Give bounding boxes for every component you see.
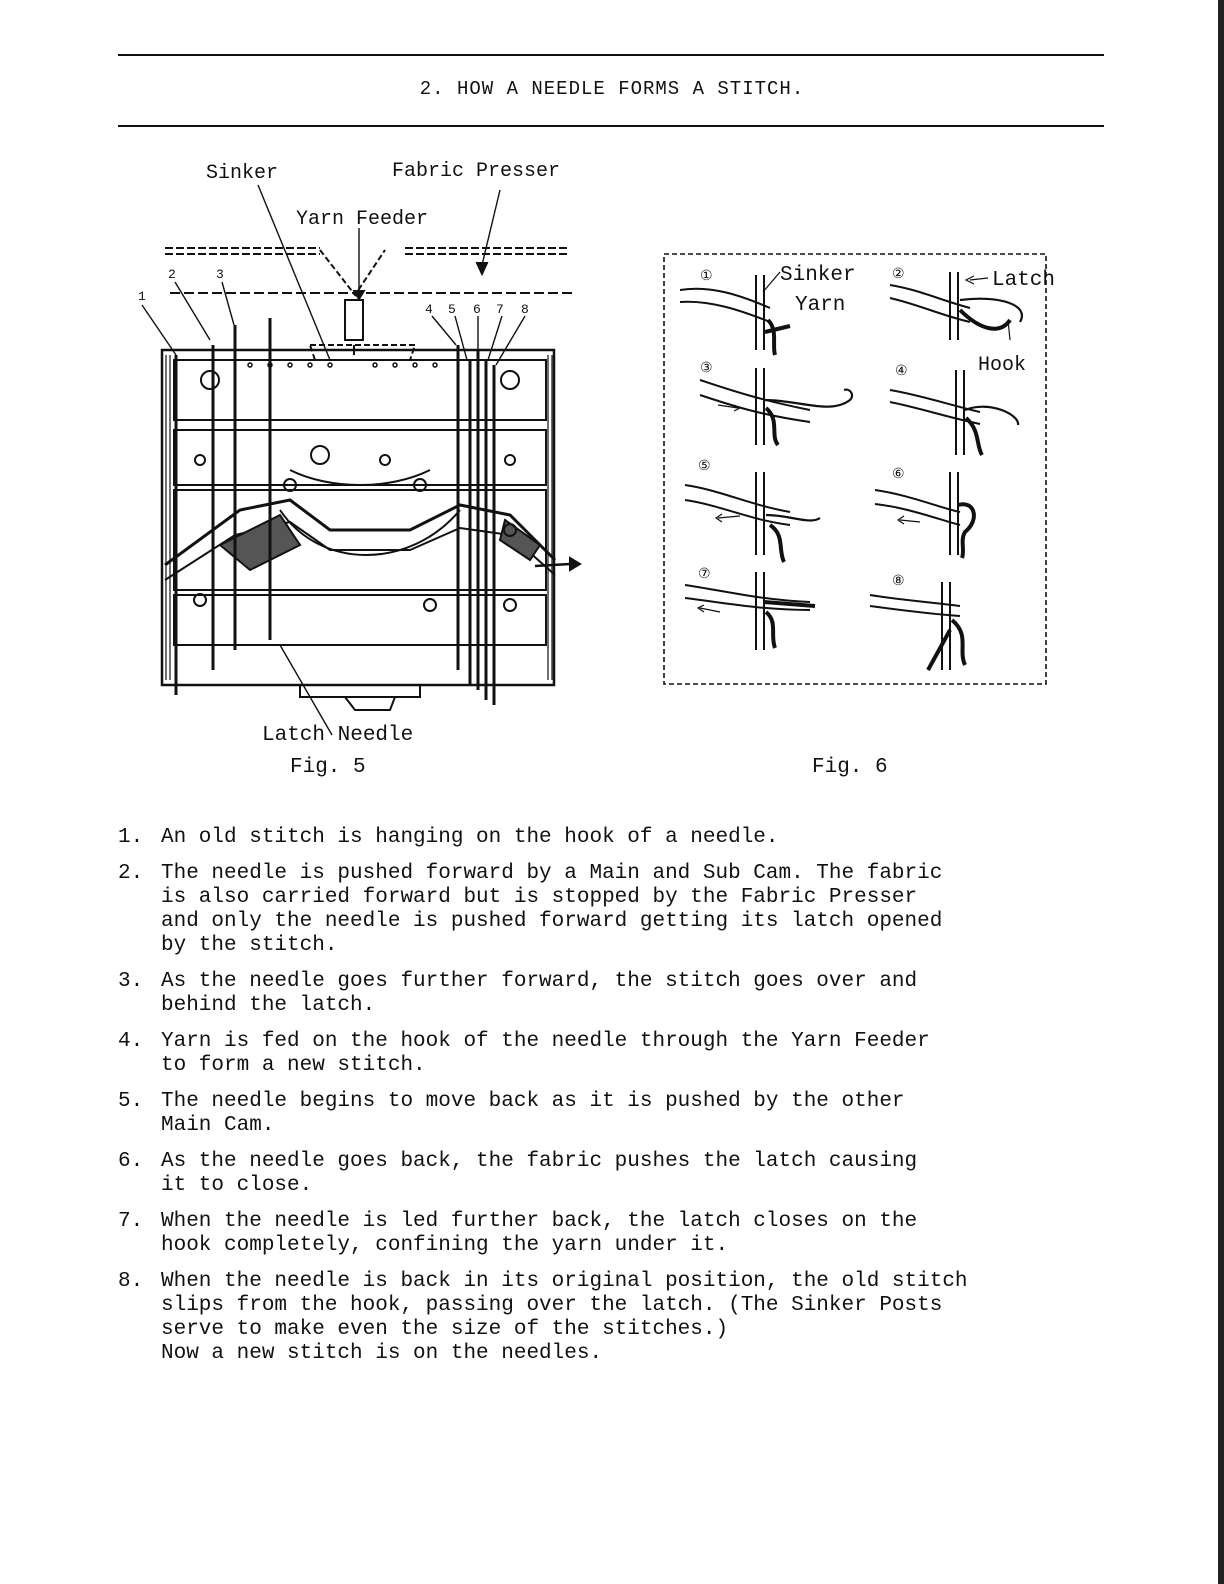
step-item	[118, 1030, 1108, 1078]
figure-6-diagram	[660, 250, 1080, 690]
needle-number-5: 5	[448, 302, 456, 317]
step-text: As the needle goes back, the fabric pushes the latch causing it to close.	[161, 1150, 918, 1197]
step-number: 2.	[118, 862, 144, 885]
figure-5-caption: Fig. 5	[290, 756, 366, 779]
label-yarn-feeder: Yarn Feeder	[296, 208, 429, 231]
needle-number-8: 8	[521, 302, 529, 317]
step-item	[118, 826, 1108, 850]
figure-6-caption: Fig. 6	[812, 756, 888, 779]
step-number: 4.	[118, 1030, 144, 1053]
step-marker-7: ⑦	[698, 567, 711, 583]
step-marker-6: ⑥	[892, 467, 905, 483]
step-marker-8: ⑧	[892, 574, 905, 590]
step-text: When the needle is led further back, the latch closes on the hook completely, confining the yarn under it.	[161, 1210, 918, 1257]
step-item	[118, 1270, 1108, 1366]
step-number: 5.	[118, 1090, 144, 1113]
step-item	[118, 862, 1108, 958]
scan-binding-edge	[1218, 0, 1224, 1584]
label-yarn: Yarn	[795, 294, 846, 317]
needle-number-7: 7	[496, 302, 504, 317]
needle-number-6: 6	[473, 302, 481, 317]
section-title: 2. HOW A NEEDLE FORMS A STITCH.	[419, 78, 805, 100]
label-latch-needle: Latch Needle	[262, 724, 414, 747]
step-item	[118, 970, 1108, 1018]
step-text: As the needle goes further forward, the stitch goes over and behind the latch.	[161, 970, 918, 1017]
step-text: When the needle is back in its original position, the old stitch slips from the hook, passing over the latch. (The Sinker Posts serve to make even the size of the stitches.) Now a new stitch is on the needles.	[161, 1270, 968, 1365]
step-item	[118, 1210, 1108, 1258]
label-latch: Latch	[992, 269, 1056, 292]
step-marker-1: ①	[700, 269, 713, 285]
label-sinker: Sinker	[206, 162, 279, 185]
label-hook: Hook	[978, 354, 1027, 377]
step-number: 1.	[118, 826, 144, 849]
label-sinker-fig6: Sinker	[780, 264, 856, 287]
step-text: Yarn is fed on the hook of the needle through the Yarn Feeder to form a new stitch.	[161, 1030, 930, 1077]
needle-number-2: 2	[168, 267, 176, 282]
step-marker-3: ③	[700, 361, 713, 377]
title-underline-rule	[118, 125, 1104, 127]
step-marker-5: ⑤	[698, 459, 711, 475]
step-number: 3.	[118, 970, 144, 993]
step-text: The needle begins to move back as it is pushed by the other Main Cam.	[161, 1090, 905, 1137]
needle-number-1: 1	[138, 289, 146, 304]
stitch-steps-list	[118, 826, 1108, 1378]
step-number: 8.	[118, 1270, 144, 1293]
step-item	[118, 1150, 1108, 1198]
step-marker-4: ④	[895, 364, 908, 380]
needle-number-4: 4	[425, 302, 433, 317]
figure-5-diagram	[130, 150, 600, 750]
step-number: 6.	[118, 1150, 144, 1173]
step-text: An old stitch is hanging on the hook of a needle.	[161, 826, 779, 849]
step-marker-2: ②	[892, 267, 905, 283]
step-text: The needle is pushed forward by a Main and Sub Cam. The fabric is also carried forward but is stopped by the Fabric Presser and only the needle is pushed forward getting its latch opened by the stitch.	[161, 862, 943, 957]
label-fabric-presser: Fabric Presser	[392, 160, 561, 183]
step-number: 7.	[118, 1210, 144, 1233]
step-item	[118, 1090, 1108, 1138]
top-rule	[118, 54, 1104, 56]
needle-number-3: 3	[216, 267, 224, 282]
